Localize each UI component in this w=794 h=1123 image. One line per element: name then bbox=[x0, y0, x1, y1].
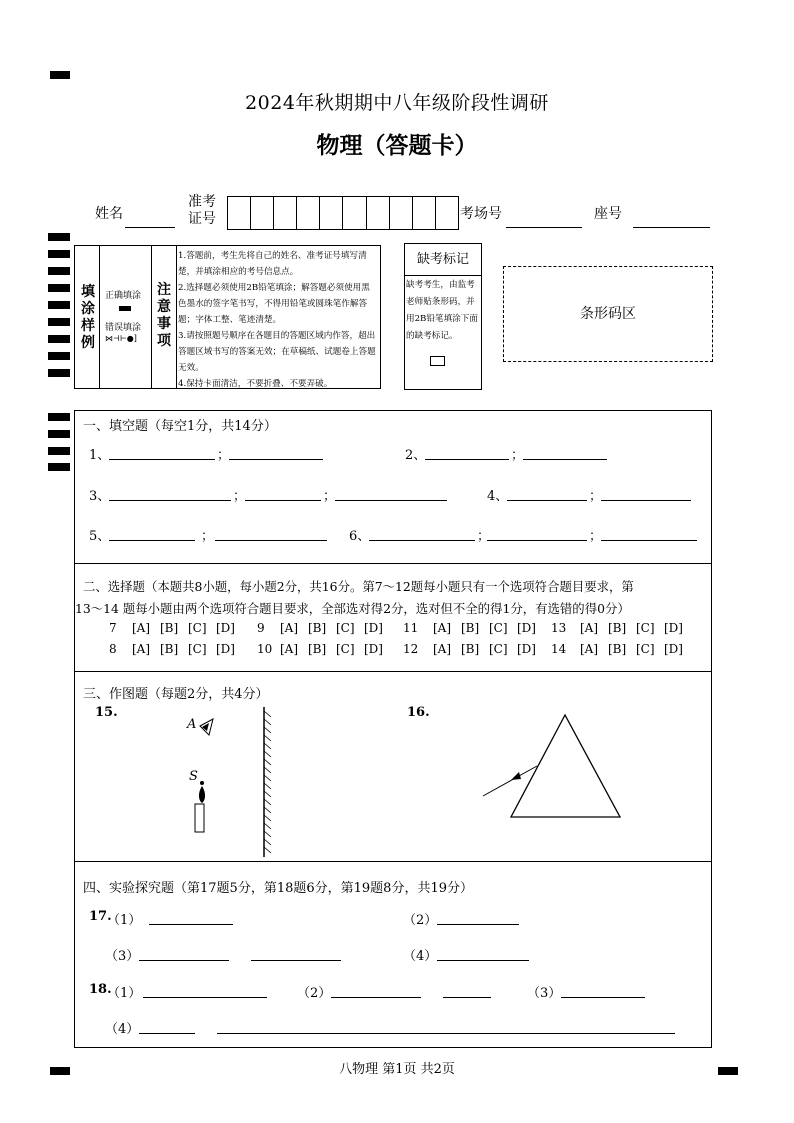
barcode-label: 条形码区 bbox=[580, 306, 636, 322]
answer-card-title: 物理（答题卡） bbox=[316, 133, 478, 159]
q7-option-c[interactable]: [C] bbox=[188, 621, 207, 635]
q1-blank-2[interactable] bbox=[229, 459, 323, 460]
divider-3 bbox=[75, 861, 711, 862]
absent-mark-box bbox=[404, 243, 482, 390]
q8-number: 8 bbox=[109, 642, 117, 656]
q10-option-d[interactable]: [D] bbox=[364, 642, 383, 656]
q10-option-c[interactable]: [C] bbox=[336, 642, 355, 656]
q17-part1-label: （1） bbox=[107, 913, 142, 928]
q1-label: 1、 bbox=[89, 448, 111, 463]
q3-sep-2: ； bbox=[323, 489, 337, 504]
q14-option-c[interactable]: [C] bbox=[636, 642, 655, 656]
section4-title: 四、实验探究题（第17题5分，第18题6分，第19题8分，共19分） bbox=[83, 881, 473, 896]
section2-title-line2: 13～14 题每小题由两个选项符合题目要求，全部选对得2分，选对但不全的得1分，有选错的得0分） bbox=[75, 601, 630, 616]
q8-option-a[interactable]: [A] bbox=[132, 642, 151, 656]
correct-fill-mark bbox=[119, 306, 131, 311]
q13-number: 13 bbox=[551, 621, 567, 635]
q4-blank-1[interactable] bbox=[507, 500, 587, 501]
q6-sep-2: ； bbox=[589, 529, 603, 544]
section1-title: 一、填空题（每空1分，共14分） bbox=[83, 419, 277, 434]
q7-option-a[interactable]: [A] bbox=[132, 621, 151, 635]
room-label: 考场号 bbox=[460, 206, 502, 222]
q6-blank-1[interactable] bbox=[369, 540, 475, 541]
section2-title-line1: 二、选择题（本题共8小题，每小题2分，共16分。第7～12题每小题只有一个选项符合题目要求，第 bbox=[83, 579, 634, 594]
q9-option-b[interactable]: [B] bbox=[308, 621, 327, 635]
q11-option-b[interactable]: [B] bbox=[461, 621, 480, 635]
q17-label: 17. bbox=[89, 909, 112, 924]
q3-blank-2[interactable] bbox=[245, 500, 321, 501]
point-s-label: S bbox=[189, 769, 198, 784]
incident-ray bbox=[483, 766, 537, 796]
q17-part2-label: （2） bbox=[403, 913, 438, 928]
absent-mark-text: 缺考考生，由监考老师贴条形码，并用2B铅笔填涂下面的缺考标记。 bbox=[406, 280, 478, 341]
q11-option-d[interactable]: [D] bbox=[517, 621, 536, 635]
room-field[interactable] bbox=[506, 227, 582, 228]
q6-blank-3[interactable] bbox=[601, 540, 697, 541]
q11-number: 11 bbox=[403, 621, 419, 635]
prism-triangle bbox=[511, 715, 620, 817]
q5-sep: ； bbox=[201, 529, 215, 544]
q18-part3-blank[interactable] bbox=[561, 997, 645, 998]
q14-option-d[interactable]: [D] bbox=[664, 642, 683, 656]
q8-option-b[interactable]: [B] bbox=[160, 642, 179, 656]
divider-1 bbox=[75, 563, 711, 564]
q3-label: 3、 bbox=[89, 489, 111, 504]
wrong-fill-marks: ⋈⊣⊢●] bbox=[105, 334, 137, 343]
q18-part4-label: （4） bbox=[105, 1022, 140, 1037]
answer-area bbox=[74, 410, 712, 1048]
q18-part2-blank-2[interactable] bbox=[443, 997, 491, 998]
q6-label: 6、 bbox=[349, 529, 371, 544]
q17-part3-blank-1[interactable] bbox=[139, 960, 229, 961]
absent-mark-checkbox[interactable] bbox=[430, 356, 445, 366]
notice-label: 注 意 事 项 bbox=[157, 282, 171, 349]
q17-part3-label: （3） bbox=[105, 949, 140, 964]
q5-blank-1[interactable] bbox=[109, 540, 195, 541]
barcode-area bbox=[503, 266, 713, 362]
mirror-candle-diagram[interactable] bbox=[75, 671, 375, 861]
q17-part4-label: （4） bbox=[403, 949, 438, 964]
q18-part2-blank-1[interactable] bbox=[331, 997, 421, 998]
q18-part2-label: （2） bbox=[297, 986, 332, 1001]
q2-sep: ； bbox=[511, 448, 525, 463]
q17-part2-blank[interactable] bbox=[437, 924, 519, 925]
corner-mark-top-left bbox=[50, 71, 70, 79]
name-field[interactable] bbox=[125, 227, 175, 228]
q10-option-a[interactable]: [A] bbox=[280, 642, 299, 656]
q3-sep-1: ； bbox=[233, 489, 247, 504]
q11-option-c[interactable]: [C] bbox=[489, 621, 508, 635]
plane-mirror bbox=[264, 707, 271, 857]
q12-option-c[interactable]: [C] bbox=[489, 642, 508, 656]
name-label: 姓名 bbox=[95, 206, 123, 222]
q8-option-d[interactable]: [D] bbox=[216, 642, 235, 656]
q6-sep-1: ； bbox=[477, 529, 491, 544]
q10-option-b[interactable]: [B] bbox=[308, 642, 327, 656]
q17-part1-blank[interactable] bbox=[149, 924, 233, 925]
q9-option-d[interactable]: [D] bbox=[364, 621, 383, 635]
candle-icon bbox=[195, 786, 205, 832]
exam-title: 2024年秋期期中八年级阶段性调研 bbox=[245, 92, 549, 114]
q18-label: 18. bbox=[89, 982, 112, 997]
q12-option-a[interactable]: [A] bbox=[433, 642, 452, 656]
q3-blank-1[interactable] bbox=[109, 500, 231, 501]
q14-number: 14 bbox=[551, 642, 567, 656]
q9-number: 9 bbox=[257, 621, 265, 635]
q9-option-c[interactable]: [C] bbox=[336, 621, 355, 635]
q14-option-b[interactable]: [B] bbox=[608, 642, 627, 656]
seat-label: 座号 bbox=[594, 206, 622, 222]
section3-title: 三、作图题（每题2分，共4分） bbox=[83, 687, 269, 702]
q13-option-c[interactable]: [C] bbox=[636, 621, 655, 635]
q4-label: 4、 bbox=[487, 489, 509, 504]
q8-option-c[interactable]: [C] bbox=[188, 642, 207, 656]
q18-part1-blank[interactable] bbox=[143, 997, 267, 998]
q2-label: 2、 bbox=[405, 448, 427, 463]
q6-blank-2[interactable] bbox=[487, 540, 587, 541]
q1-blank-1[interactable] bbox=[109, 459, 215, 460]
q4-sep: ； bbox=[589, 489, 603, 504]
q7-number: 7 bbox=[109, 621, 117, 635]
correct-fill-label: 正确填涂 bbox=[105, 291, 142, 301]
q18-part4-blank-2[interactable] bbox=[217, 1033, 675, 1034]
q4-blank-2[interactable] bbox=[601, 500, 691, 501]
q11-option-a[interactable]: [A] bbox=[433, 621, 452, 635]
page-footer: 八物理 第1页 共2页 bbox=[339, 1062, 455, 1077]
q15-label: 15. bbox=[95, 705, 118, 720]
q13-option-a[interactable]: [A] bbox=[580, 621, 599, 635]
wrong-fill-label: 错误填涂 bbox=[105, 323, 142, 333]
q18-part4-blank-1[interactable] bbox=[139, 1033, 195, 1034]
q17-part3-blank-2[interactable] bbox=[251, 960, 341, 961]
q17-part4-blank[interactable] bbox=[437, 960, 529, 961]
q2-blank-1[interactable] bbox=[425, 459, 509, 460]
exam-id-label: 准考 证号 bbox=[188, 194, 216, 227]
absent-mark-title: 缺考标记 bbox=[405, 244, 481, 276]
q12-number: 12 bbox=[403, 642, 419, 656]
q7-option-d[interactable]: [D] bbox=[216, 621, 235, 635]
exam-id-boxes[interactable] bbox=[227, 196, 459, 230]
q12-option-d[interactable]: [D] bbox=[517, 642, 536, 656]
q18-part1-label: （1） bbox=[107, 986, 142, 1001]
q7-option-b[interactable]: [B] bbox=[160, 621, 179, 635]
q10-number: 10 bbox=[257, 642, 273, 656]
fill-example-label: 填 涂 样 例 bbox=[81, 284, 95, 351]
q12-option-b[interactable]: [B] bbox=[461, 642, 480, 656]
q5-blank-2[interactable] bbox=[215, 540, 327, 541]
q5-label: 5、 bbox=[89, 529, 111, 544]
prism-diagram[interactable] bbox=[475, 706, 705, 826]
point-a-label: A bbox=[187, 717, 197, 732]
q18-part3-label: （3） bbox=[527, 986, 562, 1001]
point-s-dot bbox=[200, 781, 204, 785]
q13-option-b[interactable]: [B] bbox=[608, 621, 627, 635]
q13-option-d[interactable]: [D] bbox=[664, 621, 683, 635]
seat-field[interactable] bbox=[633, 227, 710, 228]
q9-option-a[interactable]: [A] bbox=[280, 621, 299, 635]
notice-text: 1.答题前，考生先将自己的姓名、准考证号填写清楚，并填涂相应的考号信息点。 2.选择题必须使用2B铅笔填涂；解答题必须使用黑色墨水的签字笔书写，不得用铅笔或圆珠笔作解答题；字体工整、笔迹清楚。 3.请按照题号顺序在各题目的答题区域内作答，超出答题区域书写的答案无效；在草稿纸、试题卷上答题无效。 4.保持卡面清洁，不要折叠、不要弄破。 bbox=[178, 251, 376, 389]
q14-option-a[interactable]: [A] bbox=[580, 642, 599, 656]
fill-example-box bbox=[74, 245, 381, 389]
q16-label: 16. bbox=[407, 705, 430, 720]
q1-sep: ； bbox=[217, 448, 231, 463]
eye-icon bbox=[200, 719, 213, 735]
q3-blank-3[interactable] bbox=[335, 500, 447, 501]
q2-blank-2[interactable] bbox=[523, 459, 607, 460]
